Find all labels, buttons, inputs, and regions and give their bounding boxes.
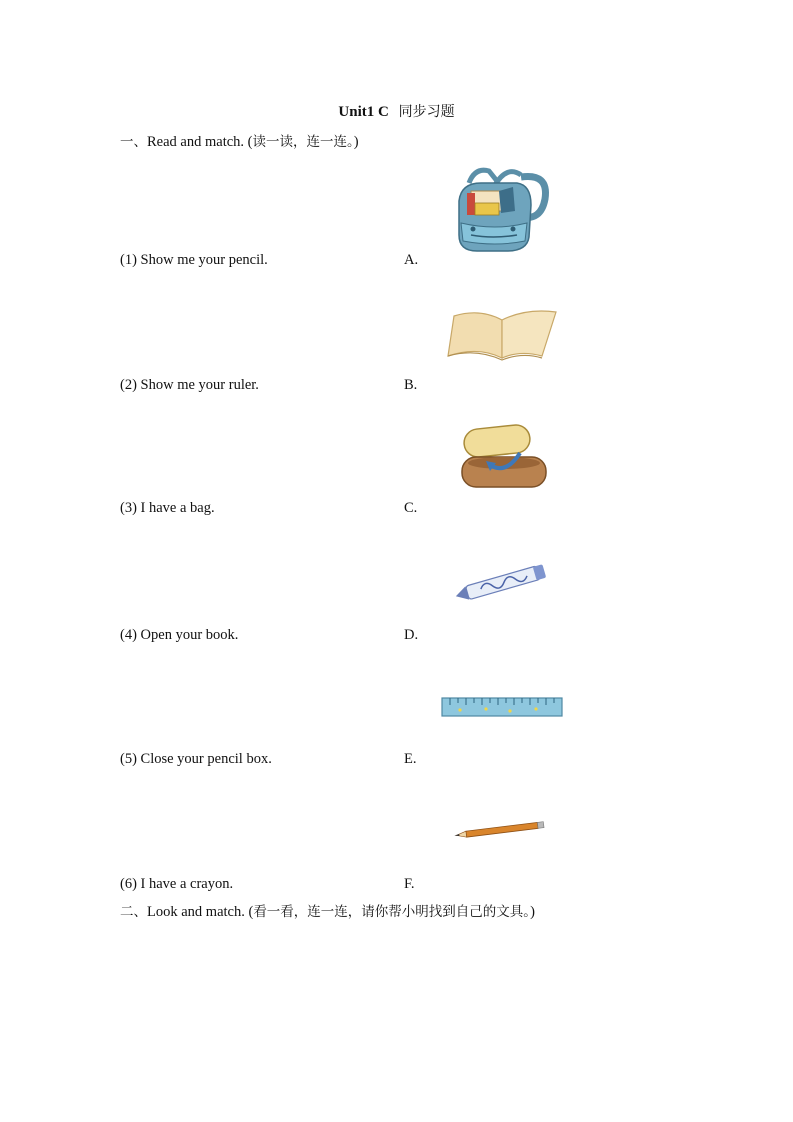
section-1-cn: 读一读，连一连。 <box>252 134 354 150</box>
section-2-prefix: 二、 <box>120 904 147 920</box>
section-1-text: Read and match. ( <box>147 134 253 150</box>
page-title <box>0 101 793 121</box>
option-b: B. <box>404 377 418 393</box>
option-c: C. <box>404 500 418 516</box>
school-bag-icon <box>455 165 553 255</box>
title-cn: 同步习题 <box>398 104 455 120</box>
option-e: E. <box>404 751 417 767</box>
question-1: (1) Show me your pencil. <box>120 252 268 268</box>
question-4: (4) Open your book. <box>120 627 239 643</box>
section-2-heading <box>120 900 535 921</box>
section-2-cn: 看一看，连一连，请你帮小明找到自己的文具。 <box>253 904 531 920</box>
question-2: (2) Show me your ruler. <box>120 377 259 393</box>
open-book-icon <box>446 306 558 364</box>
option-f: F. <box>404 876 415 892</box>
pencil-box-icon <box>460 423 548 493</box>
section-1-heading <box>120 130 359 151</box>
section-1-suffix: ) <box>353 134 359 150</box>
question-3: (3) I have a bag. <box>120 500 215 516</box>
ruler-icon <box>440 694 564 722</box>
question-5: (5) Close your pencil box. <box>120 751 272 767</box>
option-d: D. <box>404 627 419 643</box>
option-a: A. <box>404 252 419 268</box>
title-main: Unit1 C <box>338 104 389 120</box>
question-6: (6) I have a crayon. <box>120 876 234 892</box>
section-2-text: Look and match. ( <box>147 904 254 920</box>
pencil-icon <box>452 818 548 842</box>
section-2-suffix: ) <box>530 904 535 920</box>
section-1-prefix: 一、 <box>120 134 147 150</box>
crayon-icon <box>452 563 552 603</box>
